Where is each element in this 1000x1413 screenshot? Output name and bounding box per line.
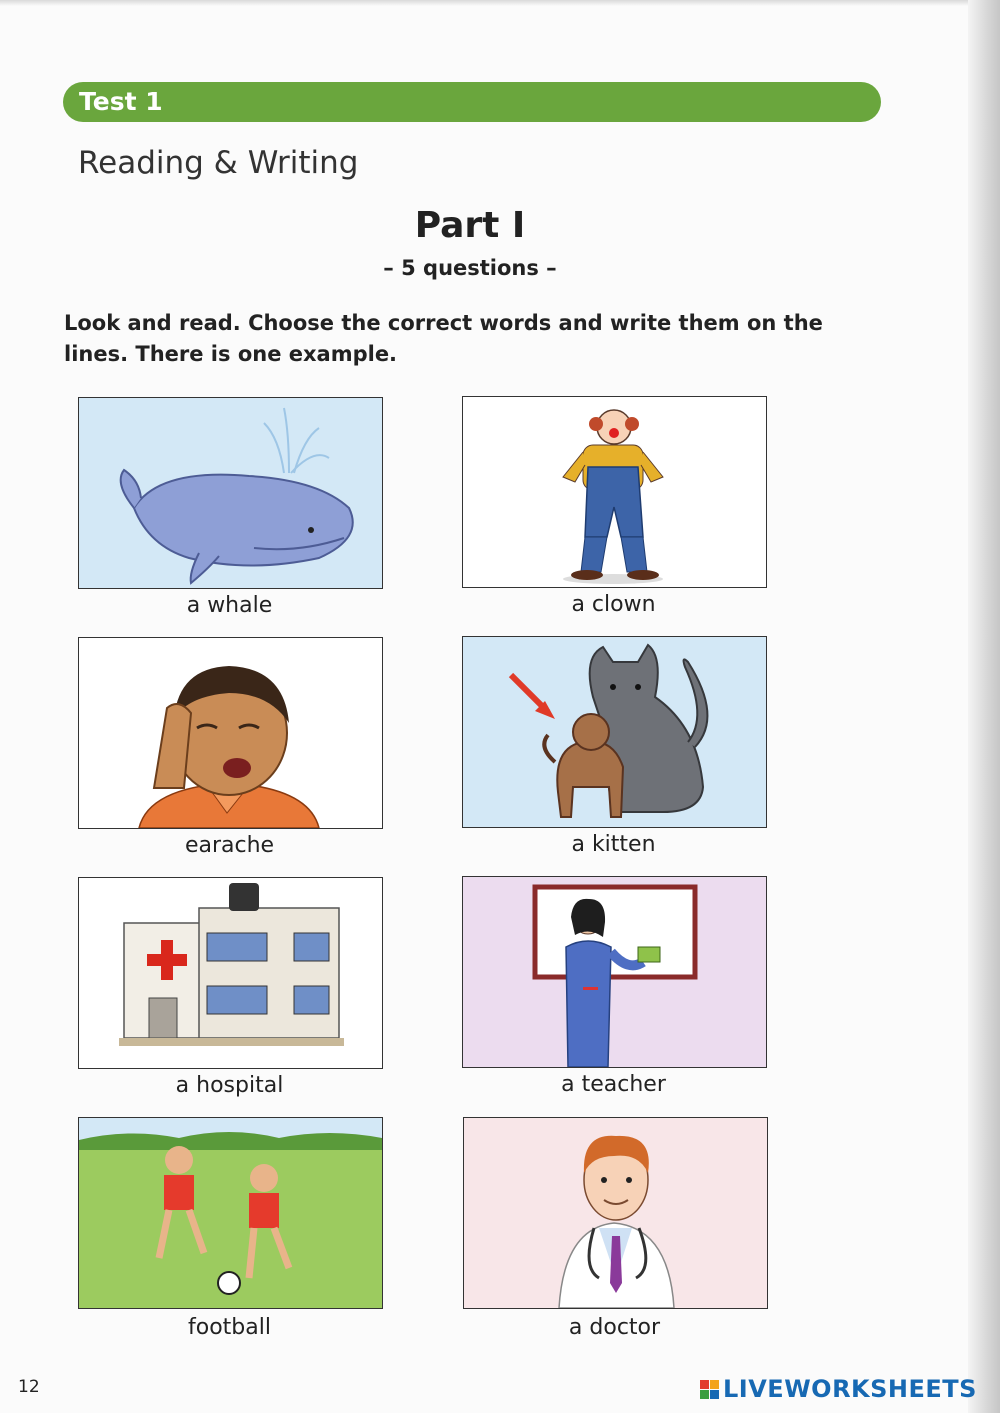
teacher-picture xyxy=(462,876,767,1068)
liveworksheets-logo xyxy=(700,1375,977,1403)
doctor-picture xyxy=(463,1117,768,1309)
picture-label: a doctor xyxy=(568,1315,661,1340)
test-header-bar xyxy=(63,82,881,122)
whale-picture xyxy=(78,397,383,589)
picture-label: a teacher xyxy=(561,1072,666,1097)
logo-squares-icon xyxy=(700,1380,719,1399)
hospital-picture xyxy=(78,877,383,1069)
picture-label: a hospital xyxy=(175,1073,284,1098)
section-title: Reading & Writing xyxy=(78,145,359,181)
football-picture xyxy=(78,1117,383,1309)
test-label: Test 1 xyxy=(79,87,163,116)
picture-label: a whale xyxy=(186,593,273,618)
brand-name: LIVEWORKSHEETS xyxy=(723,1375,977,1403)
page-top-edge xyxy=(0,0,1000,6)
earache-picture xyxy=(78,637,383,829)
page-number: 12 xyxy=(18,1377,40,1397)
instructions: Look and read. Choose the correct words and write them on the lines. There is one example. xyxy=(64,311,823,366)
questions-note: – 5 questions – xyxy=(383,256,557,280)
part-title: Part I xyxy=(414,205,526,246)
picture-label: a kitten xyxy=(571,832,656,857)
clown-picture xyxy=(462,396,767,588)
picture-label: football xyxy=(188,1315,271,1340)
kitten-picture xyxy=(462,636,767,828)
picture-label: a clown xyxy=(571,592,656,617)
picture-label: earache xyxy=(184,833,275,858)
book-spine-shadow xyxy=(968,0,1000,1413)
